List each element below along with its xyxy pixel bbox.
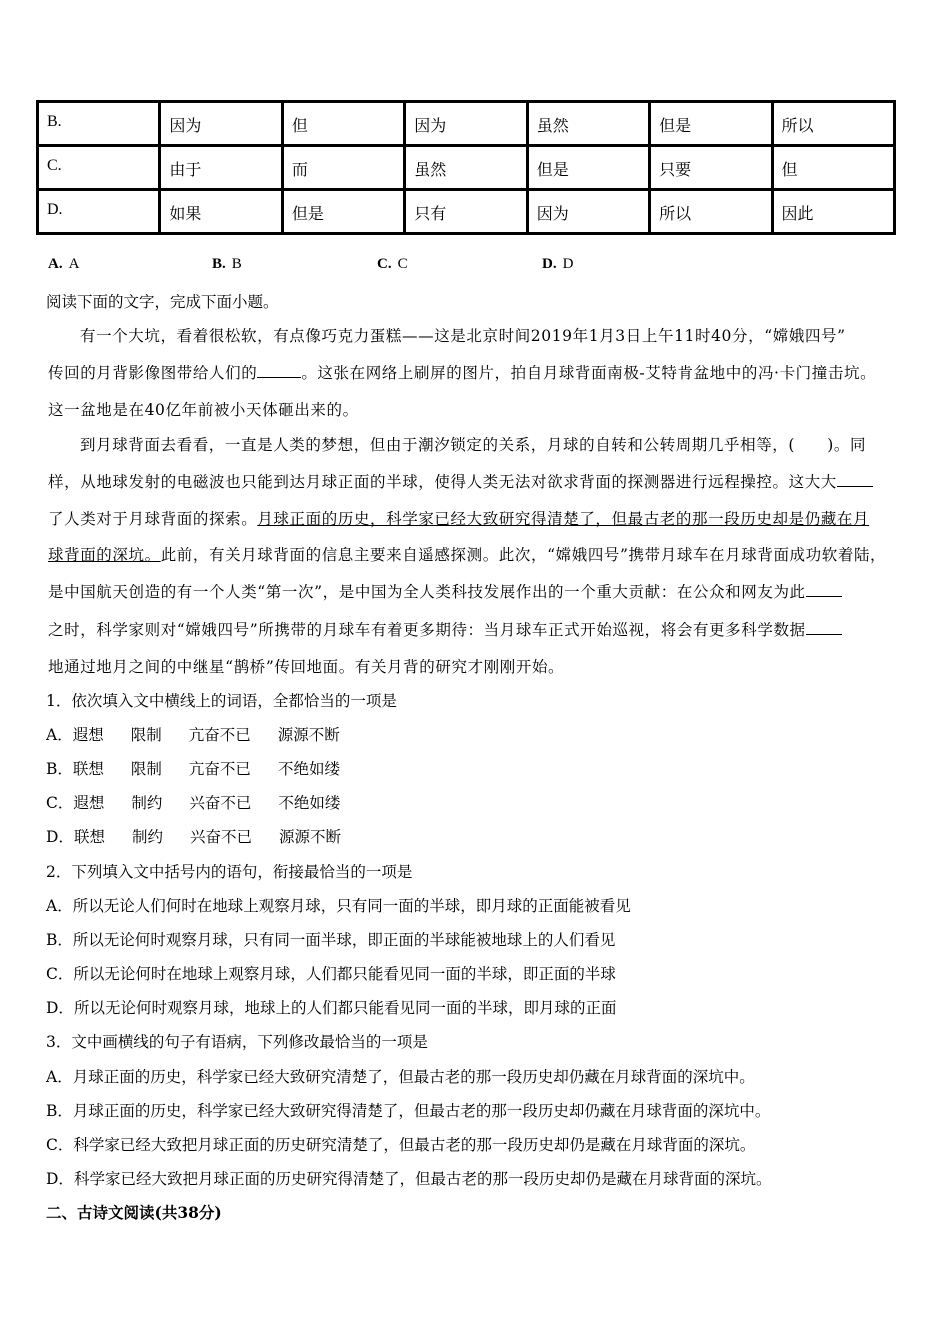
question-option[interactable] bbox=[46, 757, 340, 779]
option-text: 所以无论何时观察月球，只有同一面半球，即正面的半球能被地球上的人们看见 bbox=[72, 931, 616, 949]
question-option[interactable] bbox=[46, 928, 615, 950]
table-cell: 虽然 bbox=[527, 102, 649, 146]
question-option[interactable] bbox=[46, 894, 631, 916]
option-text: 科学家已经大致把月球正面的历史研究得清楚了，但最古老的那一段历史却仍是藏在月球背面的深坑。 bbox=[73, 1170, 772, 1188]
option-letter: A． bbox=[46, 726, 73, 744]
option-word: 源源不断 bbox=[277, 726, 340, 744]
table-cell: 而 bbox=[282, 146, 404, 190]
question-option[interactable] bbox=[46, 791, 340, 813]
fill-blank bbox=[837, 472, 873, 487]
underlined-sentence: 球背面的深坑。 bbox=[48, 546, 161, 564]
option-text: 科学家已经大致把月球正面的历史研究清楚了，但最古老的那一段历史却仍是藏在月球背面的深坑。 bbox=[73, 1136, 756, 1154]
option-text: 所以无论人们何时在地球上观察月球，只有同一面的半球，即月球的正面能被看见 bbox=[72, 897, 631, 915]
question-option[interactable] bbox=[46, 1133, 755, 1155]
passage-line bbox=[48, 361, 876, 383]
choice-a[interactable] bbox=[48, 256, 79, 273]
table-cell: 因此 bbox=[772, 190, 894, 234]
option-letter: C． bbox=[46, 1136, 74, 1154]
option-word: 限制 bbox=[130, 760, 162, 778]
option-letter: D． bbox=[46, 828, 74, 846]
reading-instruction: 阅读下面的文字，完成下面小题。 bbox=[46, 293, 279, 311]
passage-line: 有一个大坑，看着很松软，有点像巧克力蛋糕——这是北京时间2019年1月3日上午11时40分，“嫦娥四号” bbox=[80, 327, 846, 345]
question-option[interactable] bbox=[46, 825, 341, 847]
choice-text: B bbox=[231, 256, 242, 272]
option-letter: B． bbox=[46, 1102, 73, 1120]
choice-text: C bbox=[397, 256, 408, 272]
fill-blank bbox=[806, 582, 842, 597]
option-word: 制约 bbox=[131, 828, 163, 846]
choice-text: D bbox=[562, 256, 574, 272]
table-cell: C. bbox=[38, 146, 160, 190]
passage-line: 到月球背面去看看，一直是人类的梦想，但由于潮汐锁定的关系，月球的自转和公转周期几乎相等，( )。同 bbox=[80, 436, 867, 454]
option-word: 不绝如缕 bbox=[278, 794, 341, 812]
table-cell: 因为 bbox=[527, 190, 649, 234]
option-word: 联想 bbox=[73, 828, 105, 846]
choice-d[interactable] bbox=[542, 256, 573, 273]
table-cell: 只有 bbox=[405, 190, 527, 234]
table-cell: 如果 bbox=[160, 190, 282, 234]
option-letter: A． bbox=[46, 897, 73, 915]
choice-b[interactable] bbox=[212, 256, 242, 273]
section-title: 二、古诗文阅读(共38分) bbox=[46, 1203, 222, 1222]
question-option[interactable] bbox=[46, 1065, 755, 1087]
choice-letter: B. bbox=[212, 256, 226, 272]
option-word: 制约 bbox=[131, 794, 163, 812]
table-cell: 只要 bbox=[650, 146, 772, 190]
option-letter: D． bbox=[46, 1170, 74, 1188]
table-cell: 但 bbox=[282, 102, 404, 146]
question-stem: 1．依次填入文中横线上的词语，全都恰当的一项是 bbox=[46, 692, 397, 710]
table-cell: 因为 bbox=[405, 102, 527, 146]
passage-line: 这一盆地是在40亿年前被小天体砸出来的。 bbox=[48, 401, 359, 419]
passage-line bbox=[48, 470, 873, 492]
question-option[interactable] bbox=[46, 1167, 771, 1189]
option-word: 遐想 bbox=[72, 726, 104, 744]
passage-text: 样，从地球发射的电磁波也只能到达月球正面的半球，使得人类无法对欲求背面的探测器进行远程操控。这大大 bbox=[48, 473, 837, 491]
option-word: 限制 bbox=[130, 726, 162, 744]
option-letter: B． bbox=[46, 760, 73, 778]
option-word: 亢奋不已 bbox=[188, 726, 251, 744]
question-option[interactable] bbox=[46, 996, 616, 1018]
table-cell: 但是 bbox=[650, 102, 772, 146]
table-cell: B. bbox=[38, 102, 160, 146]
option-word: 遐想 bbox=[73, 794, 105, 812]
passage-line bbox=[48, 543, 886, 565]
choice-letter: A. bbox=[48, 256, 63, 272]
choice-text: A bbox=[68, 256, 80, 272]
table-cell: 但是 bbox=[282, 190, 404, 234]
option-word: 联想 bbox=[72, 760, 104, 778]
question-option[interactable] bbox=[46, 962, 616, 984]
option-word: 兴奋不已 bbox=[189, 794, 252, 812]
option-letter: A． bbox=[46, 1068, 73, 1086]
table-row bbox=[38, 190, 895, 234]
passage-text: 传回的月背影像图带给人们的 bbox=[48, 364, 258, 382]
option-word: 不绝如缕 bbox=[277, 760, 340, 778]
option-word: 源源不断 bbox=[278, 828, 341, 846]
question-option[interactable] bbox=[46, 1099, 770, 1121]
table-cell: 所以 bbox=[650, 190, 772, 234]
option-text: 所以无论何时在地球上观察月球，人们都只能看见同一面的半球，即正面的半球 bbox=[73, 965, 616, 983]
choice-c[interactable] bbox=[377, 256, 408, 273]
table-row bbox=[38, 146, 895, 190]
table-cell: 由于 bbox=[160, 146, 282, 190]
passage-text: 是中国航天创造的有一个人类“第一次”，是中国为全人类科技发展作出的一个重大贡献：在公众和网友为此 bbox=[48, 583, 806, 601]
table-row bbox=[38, 102, 895, 146]
table-cell: 但 bbox=[772, 146, 894, 190]
question-stem: 2．下列填入文中括号内的语句，衔接最恰当的一项是 bbox=[46, 863, 413, 881]
option-letter: D． bbox=[46, 999, 74, 1017]
table-cell: 因为 bbox=[160, 102, 282, 146]
option-word: 兴奋不已 bbox=[189, 828, 252, 846]
table-cell: 所以 bbox=[772, 102, 894, 146]
option-letter: C． bbox=[46, 965, 74, 983]
question-option[interactable] bbox=[46, 723, 340, 745]
option-word: 亢奋不已 bbox=[188, 760, 251, 778]
passage-line bbox=[48, 507, 869, 529]
conjunction-table bbox=[36, 100, 896, 235]
passage-text: 之时，科学家则对“嫦娥四号”所携带的月球车有着更多期待：当月球车正式开始巡视，将会有更多科学数据 bbox=[48, 621, 806, 639]
table-cell: 虽然 bbox=[405, 146, 527, 190]
option-letter: B． bbox=[46, 931, 73, 949]
passage-text: 了人类对于月球背面的探索。 bbox=[48, 510, 258, 528]
table-cell: 但是 bbox=[527, 146, 649, 190]
fill-blank bbox=[806, 620, 842, 635]
choice-letter: D. bbox=[542, 256, 557, 272]
underlined-sentence: 月球正面的历史，科学家已经大致研究得清楚了，但最古老的那一段历史却是仍藏在月 bbox=[257, 510, 870, 528]
fill-blank bbox=[257, 363, 301, 378]
question-stem: 3．文中画横线的句子有语病，下列修改最恰当的一项是 bbox=[46, 1033, 428, 1051]
option-text: 所以无论何时观察月球，地球上的人们都只能看见同一面的半球，即月球的正面 bbox=[73, 999, 617, 1017]
passage-text: 。这张在网络上刷屏的图片，拍自月球背面南极-艾特肯盆地中的冯·卡门撞击坑。 bbox=[301, 364, 877, 382]
option-text: 月球正面的历史，科学家已经大致研究得清楚了，但最古老的那一段历史却仍藏在月球背面的深坑中。 bbox=[72, 1102, 771, 1120]
passage-text: 此前，有关月球背面的信息主要来自遥感探测。此次，“嫦娥四号”携带月球车在月球背面成功软着陆， bbox=[160, 546, 887, 564]
option-letter: C． bbox=[46, 794, 74, 812]
passage-line bbox=[48, 618, 842, 640]
passage-line bbox=[48, 580, 842, 602]
choice-letter: C. bbox=[377, 256, 392, 272]
option-text: 月球正面的历史，科学家已经大致研究清楚了，但最古老的那一段历史却仍藏在月球背面的深坑中。 bbox=[72, 1068, 755, 1086]
table-cell: D. bbox=[38, 190, 160, 234]
passage-line: 地通过地月之间的中继星“鹊桥”传回地面。有关月背的研究才刚刚开始。 bbox=[48, 658, 565, 676]
